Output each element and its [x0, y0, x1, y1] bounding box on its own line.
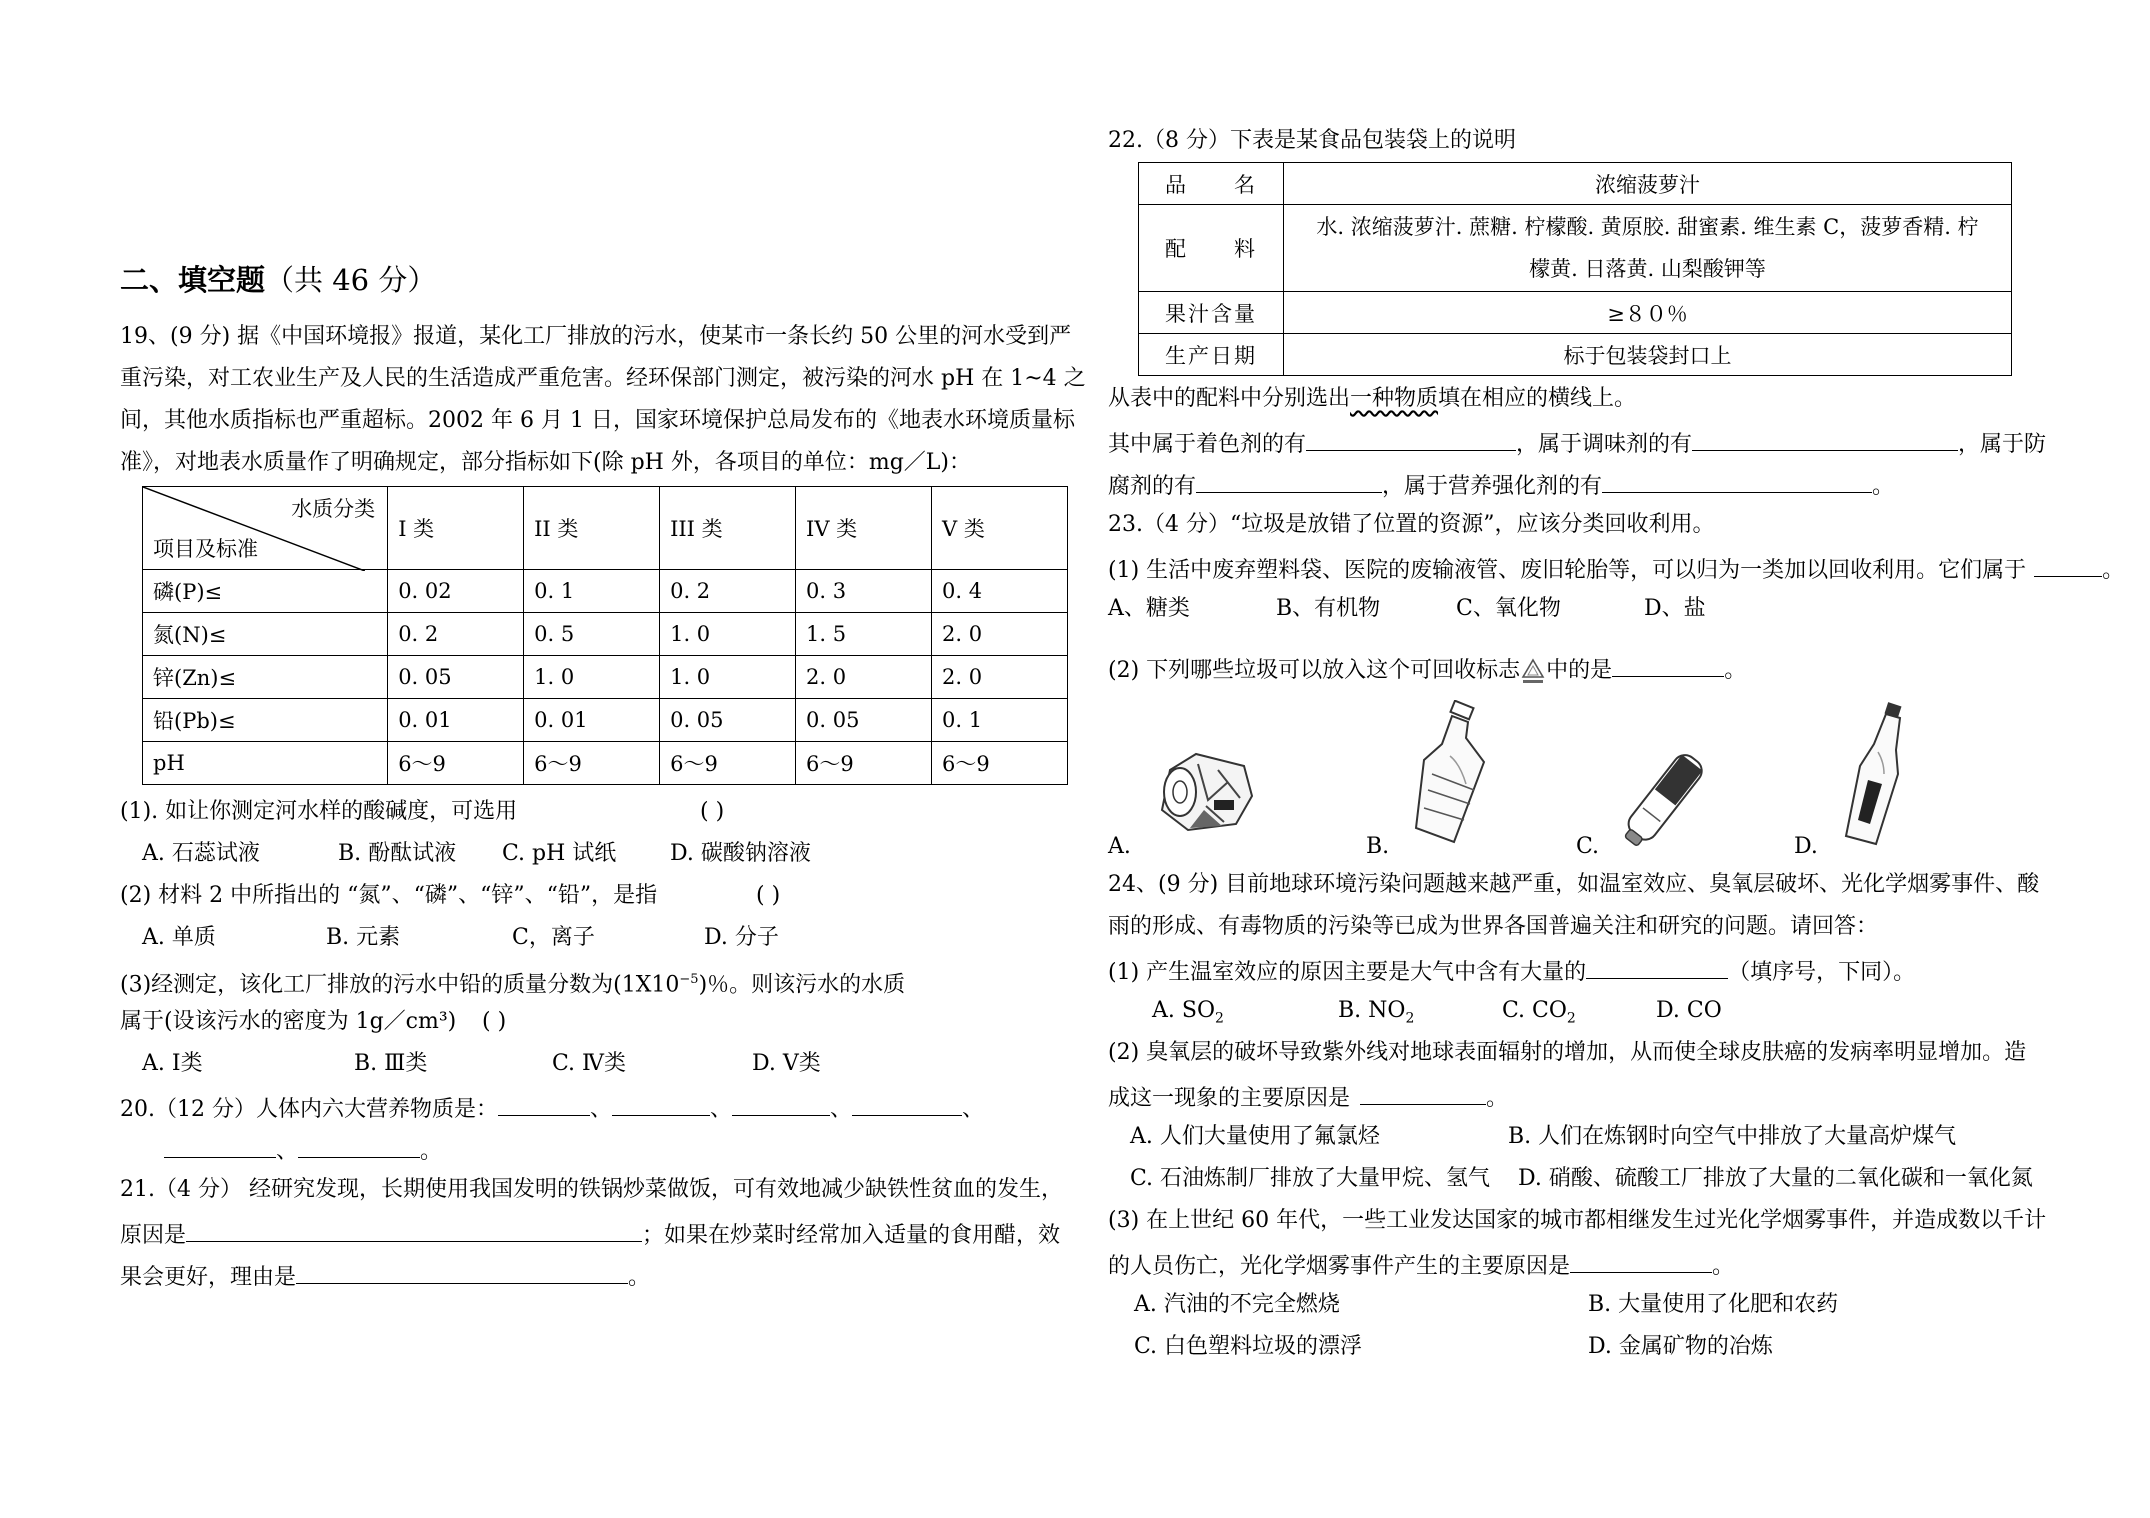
row-label: 配 料: [1139, 205, 1284, 292]
q24-sub1-text-b: （填序号，下同）。: [1728, 960, 1916, 985]
q23-sub1-option-c[interactable]: C、氧化物: [1456, 596, 1561, 621]
q20-text: 20.（12 分）人体内六大营养物质是：: [120, 1097, 498, 1122]
table-header-row: [143, 487, 1068, 570]
q23-sub1-option-b[interactable]: B、有机物: [1276, 596, 1381, 621]
q19-sub2-option-a[interactable]: A. 单质: [142, 925, 216, 950]
separator: 、: [962, 1097, 985, 1122]
q24-line-1: 24、(9 分) 目前地球环境污染问题越来越严重，如温室效应、臭氧层破坏、光化学烟雾事件、酸: [1108, 872, 2040, 897]
q22-blank-flavoring[interactable]: [1692, 426, 1958, 451]
row-item: 氮(N)≤: [143, 613, 388, 656]
q19-sub1-option-b[interactable]: B. 酚酞试液: [338, 841, 457, 866]
col-header-4: IV 类: [796, 487, 932, 570]
food-label-table: [1138, 162, 2012, 376]
col-header-2: II 类: [524, 487, 660, 570]
table-cell: 0. 05: [388, 656, 524, 699]
q20-blank-3[interactable]: [732, 1091, 830, 1116]
q23-sub2-text-a: (2) 下列哪些垃圾可以放入这个可回收标志: [1108, 658, 1521, 683]
option-formula: SO: [1181, 998, 1215, 1023]
section-points: （共 46 分）: [265, 263, 437, 297]
q22-text-a: 从表中的配料中分别选出: [1108, 386, 1351, 411]
q19-line-2: 重污染，对工农业生产及人民的生活造成严重危害。经环保部门测定，被污染的河水 pH 在 1~4 之: [120, 366, 1086, 391]
option-formula: CO: [1686, 998, 1722, 1023]
table-row: [1139, 205, 2012, 292]
table-row: [143, 699, 1068, 742]
water-quality-table: [142, 486, 1068, 785]
q19-sub2-option-c[interactable]: C，离子: [512, 925, 595, 950]
q19-line-1: 19、(9 分) 据《中国环境报》报道，某化工厂排放的污水，使某市一条长约 50 公里的河水受到严: [120, 324, 1072, 349]
table-row: [143, 570, 1068, 613]
option-subscript: 2: [1405, 1010, 1415, 1027]
option-subscript: 2: [1566, 1010, 1576, 1027]
table-cell: 2. 0: [796, 656, 932, 699]
q23-sub2: [1108, 652, 1746, 682]
q22-blank-nutrient[interactable]: [1602, 468, 1872, 493]
q23-sub2-text-b: 中的是: [1546, 658, 1613, 683]
q23-title: 23.（4 分）“垃圾是放错了位置的资源”，应该分类回收利用。: [1108, 512, 1715, 537]
q19-sub3-option-c[interactable]: C. Ⅳ类: [552, 1051, 627, 1076]
q24-sub1-text-a: (1) 产生温室效应的原因主要是大气中含有大量的: [1108, 960, 1587, 985]
battery-icon: [1602, 740, 1732, 850]
section-title: [120, 262, 436, 298]
table-cell: 0. 01: [388, 699, 524, 742]
option-letter: D.: [1656, 998, 1680, 1023]
q20-blank-1[interactable]: [498, 1091, 590, 1116]
row-value: [1284, 205, 2012, 292]
option-letter: A.: [1152, 998, 1175, 1023]
table-cell: 1. 0: [660, 656, 796, 699]
q24-sub2-text: 成这一现象的主要原因是: [1108, 1086, 1351, 1111]
q24-sub2-option-a[interactable]: A. 人们大量使用了氟氯烃: [1130, 1124, 1380, 1149]
q19-sub1-answer-paren[interactable]: ( ): [700, 799, 725, 824]
q21-line-3: [120, 1259, 650, 1289]
q24-sub3-line-2: [1108, 1248, 1734, 1278]
separator: 、: [830, 1097, 853, 1122]
q23-sub2-blank[interactable]: [1612, 652, 1724, 677]
table-cell: 6～9: [660, 742, 796, 785]
table-cell: 0. 4: [932, 570, 1068, 613]
q19-sub1: (1). 如让你测定河水样的酸碱度，可选用: [120, 799, 518, 824]
q19-sub3-text-a: (3)经测定，该化工厂排放的污水中铅的质量分数为(1X10: [120, 972, 680, 998]
q19-line-4: 准》，对地表水质量作了明确规定，部分指标如下(除 pH 外，各项目的单位：mg／L)：: [120, 450, 971, 475]
crushed-can-icon: [1148, 740, 1268, 840]
q23-sub1-blank[interactable]: [2034, 552, 2102, 577]
row-item: pH: [143, 742, 388, 785]
q20-blank-6[interactable]: [298, 1133, 420, 1158]
q24-sub3-option-d[interactable]: D. 金属矿物的冶炼: [1588, 1334, 1773, 1359]
table-cell: 0. 01: [524, 699, 660, 742]
q21-text-c: 果会更好，理由是: [120, 1265, 297, 1290]
q23-sub1-option-d[interactable]: D、盐: [1644, 596, 1706, 621]
table-cell: 0. 2: [388, 613, 524, 656]
row-value: ≥８０％: [1284, 292, 2012, 334]
q24-sub2-option-b[interactable]: B. 人们在炼钢时向空气中排放了大量高炉煤气: [1508, 1124, 1957, 1149]
q20-line-2: [164, 1133, 442, 1163]
q24-sub1-option-a[interactable]: [1152, 996, 1224, 1026]
q19-sub3-answer-paren[interactable]: ( ): [482, 1009, 507, 1034]
q20-line-1: [120, 1091, 984, 1121]
row-item: 磷(P)≤: [143, 570, 388, 613]
q19-sub2-option-b[interactable]: B. 元素: [326, 925, 401, 950]
period: 。: [1872, 474, 1895, 499]
table-cell: 1. 0: [524, 656, 660, 699]
q24-sub1-option-b[interactable]: [1338, 996, 1414, 1026]
q24-sub2-line-1: (2) 臭氧层的破坏导致紫外线对地球表面辐射的增加，从而使全球皮肤癌的发病率明显增加。造: [1108, 1040, 2027, 1065]
row-value: 标于包装袋封口上: [1284, 334, 2012, 376]
q24-sub1-blank[interactable]: [1586, 954, 1728, 979]
q21-blank-1[interactable]: [186, 1217, 642, 1242]
picture-label-b: B.: [1366, 834, 1390, 859]
q21-line-1: 21.（4 分） 经研究发现，长期使用我国发明的铁锅炒菜做饭，可有效地减少缺铁性贫血的发生，: [120, 1177, 1063, 1202]
q19-sub3-text-b: )％。则该污水的水质: [698, 972, 906, 998]
q22-text-f: 腐剂的有: [1108, 474, 1197, 499]
q19-sub1-option-d[interactable]: D. 碳酸钠溶液: [670, 841, 811, 866]
table-cell: 6～9: [796, 742, 932, 785]
q24-sub3-text: 的人员伤亡，光化学烟雾事件产生的主要原因是: [1108, 1254, 1571, 1279]
table-row: [1139, 292, 2012, 334]
table-row: [143, 656, 1068, 699]
q22-blank-colorant[interactable]: [1306, 426, 1516, 451]
q23-sub1-option-a[interactable]: A、糖类: [1108, 596, 1190, 621]
q24-sub1-option-c[interactable]: [1502, 996, 1576, 1026]
q20-blank-4[interactable]: [852, 1091, 962, 1116]
q24-sub1: [1108, 954, 1915, 984]
option-letter: B.: [1338, 998, 1362, 1023]
ingredients-line-1: 水. 浓缩菠萝汁. 蔗糖. 柠檬酸. 黄原胶. 甜蜜素. 维生素 C，菠萝香精. 柠: [1316, 215, 1979, 239]
q21-text-b: ；如果在炒菜时经常加入适量的食用醋，效: [642, 1223, 1061, 1248]
row-item: 铅(Pb)≤: [143, 699, 388, 742]
q24-sub2-option-d[interactable]: D. 硝酸、硫酸工厂排放了大量的二氧化碳和一氧化氮: [1518, 1166, 2033, 1191]
period: 。: [1712, 1254, 1735, 1279]
picture-label-d: D.: [1794, 834, 1818, 859]
separator: 、: [589, 1097, 612, 1122]
q19-sub1-option-c[interactable]: C. pH 试纸: [502, 841, 617, 866]
corner-bottom-label: 项目及标准: [153, 537, 258, 561]
section-title-text: 二、填空题: [120, 263, 266, 297]
q24-sub3-line-1: (3) 在上世纪 60 年代，一些工业发达国家的城市都相继发生过光化学烟雾事件，并造成数以千计: [1108, 1208, 2047, 1233]
table-cell: 0. 02: [388, 570, 524, 613]
q19-sub2-answer-paren[interactable]: ( ): [756, 883, 781, 908]
table-cell: 6～9: [524, 742, 660, 785]
table-cell: 0. 05: [660, 699, 796, 742]
q19-sub3-exponent: −5: [679, 972, 699, 987]
q22-blank-preservative[interactable]: [1196, 468, 1382, 493]
corner-top-label: 水质分类: [291, 497, 376, 521]
q24-sub2-blank[interactable]: [1360, 1080, 1486, 1105]
q20-blank-5[interactable]: [164, 1133, 276, 1158]
row-value: 浓缩菠萝汁: [1284, 163, 2012, 205]
plastic-bottle-icon: [1394, 700, 1504, 850]
separator: 、: [276, 1139, 299, 1164]
q21-text-a: 原因是: [120, 1223, 187, 1248]
q22-text-b: 填在相应的横线上。: [1438, 386, 1637, 411]
option-letter: C.: [1502, 998, 1526, 1023]
row-label: 生产日期: [1139, 334, 1284, 376]
table-cell: 6～9: [388, 742, 524, 785]
q21-blank-2[interactable]: [296, 1259, 628, 1284]
q24-sub2-option-c[interactable]: C. 石油炼制厂排放了大量甲烷、氢气: [1130, 1166, 1491, 1191]
q19-sub3-option-a[interactable]: A. Ⅰ类: [142, 1051, 203, 1076]
q19-sub3-line-2: 属于(设该污水的密度为 1g／cm³): [120, 1009, 457, 1034]
table-cell: 2. 0: [932, 656, 1068, 699]
option-subscript: 2: [1215, 1010, 1224, 1027]
q22-line-2: [1108, 426, 2046, 456]
q22-line-3: [1108, 468, 1894, 498]
table-corner-cell: [143, 487, 388, 570]
q22-wavy-emphasis: 一种物质: [1350, 386, 1439, 411]
q19-sub3-line-1: [120, 965, 906, 998]
q24-sub1-option-d[interactable]: [1656, 996, 1722, 1026]
q23-sub1: [1108, 552, 2124, 582]
recycle-icon: [1520, 657, 1546, 685]
option-formula: CO: [1532, 998, 1567, 1023]
q24-sub3-option-b[interactable]: B. 大量使用了化肥和农药: [1588, 1292, 1839, 1317]
ingredients-line-2: 檬黄. 日落黄. 山梨酸钾等: [1529, 257, 1766, 281]
separator: 、: [710, 1097, 733, 1122]
q22-text-c: 其中属于着色剂的有: [1108, 432, 1307, 457]
q21-line-2: [120, 1217, 1060, 1247]
q22-line-1: [1108, 384, 1636, 414]
period: 。: [1724, 658, 1747, 683]
q19-sub1-option-a[interactable]: A. 石蕊试液: [142, 841, 260, 866]
q19-sub2: (2) 材料 2 中所指出的 “氮”、“磷”、“锌”、“铅”，是指: [120, 883, 658, 908]
q22-text-d: ，属于调味剂的有: [1516, 432, 1693, 457]
q19-sub3-option-b[interactable]: B. Ⅲ类: [354, 1051, 428, 1076]
table-cell: 6～9: [932, 742, 1068, 785]
table-cell: 1. 0: [660, 613, 796, 656]
picture-label-c: C.: [1576, 834, 1600, 859]
col-header-1: I 类: [388, 487, 524, 570]
table-row: [1139, 163, 2012, 205]
q19-sub2-option-d[interactable]: D. 分子: [704, 925, 779, 950]
q24-sub3-option-c[interactable]: C. 白色塑料垃圾的漂浮: [1134, 1334, 1363, 1359]
q22-text-e: ，属于防: [1958, 432, 2047, 457]
q23-sub1-text: (1) 生活中废弃塑料袋、医院的废输液管、废旧轮胎等，可以归为一类加以回收利用。它们属于: [1108, 558, 2027, 583]
q24-sub3-option-a[interactable]: A. 汽油的不完全燃烧: [1134, 1292, 1340, 1317]
table-cell: 0. 1: [524, 570, 660, 613]
table-cell: 0. 2: [660, 570, 796, 613]
table-cell: 0. 1: [932, 699, 1068, 742]
table-cell: 0. 5: [524, 613, 660, 656]
period: 。: [628, 1265, 651, 1290]
col-header-5: V 类: [932, 487, 1068, 570]
option-formula: NO: [1368, 998, 1406, 1023]
q22-title: 22.（8 分）下表是某食品包装袋上的说明: [1108, 128, 1516, 153]
table-row: [143, 742, 1068, 785]
q19-sub3-option-d[interactable]: D. Ⅴ类: [752, 1051, 821, 1076]
glass-bottle-icon: [1822, 700, 1932, 850]
q24-sub3-blank[interactable]: [1570, 1248, 1712, 1273]
row-label: 果汁含量: [1139, 292, 1284, 334]
row-item: 锌(Zn)≤: [143, 656, 388, 699]
table-cell: 1. 5: [796, 613, 932, 656]
q24-line-2: 雨的形成、有毒物质的污染等已成为世界各国普遍关注和研究的问题。请回答：: [1108, 914, 1879, 939]
table-row: [143, 613, 1068, 656]
col-header-3: III 类: [660, 487, 796, 570]
q20-blank-2[interactable]: [612, 1091, 710, 1116]
q22-text-g: ，属于营养强化剂的有: [1382, 474, 1603, 499]
q19-line-3: 间，其他水质指标也严重超标。2002 年 6 月 1 日，国家环境保护总局发布的《地表水环境质量标: [120, 408, 1075, 433]
period: 。: [420, 1139, 443, 1164]
table-cell: 0. 05: [796, 699, 932, 742]
period: 。: [2102, 558, 2125, 583]
table-row: [1139, 334, 2012, 376]
row-label: 品 名: [1139, 163, 1284, 205]
table-cell: 0. 3: [796, 570, 932, 613]
picture-label-a: A.: [1108, 834, 1131, 859]
q24-sub2-line-2: [1108, 1080, 1508, 1110]
table-cell: 2. 0: [932, 613, 1068, 656]
period: 。: [1486, 1086, 1509, 1111]
